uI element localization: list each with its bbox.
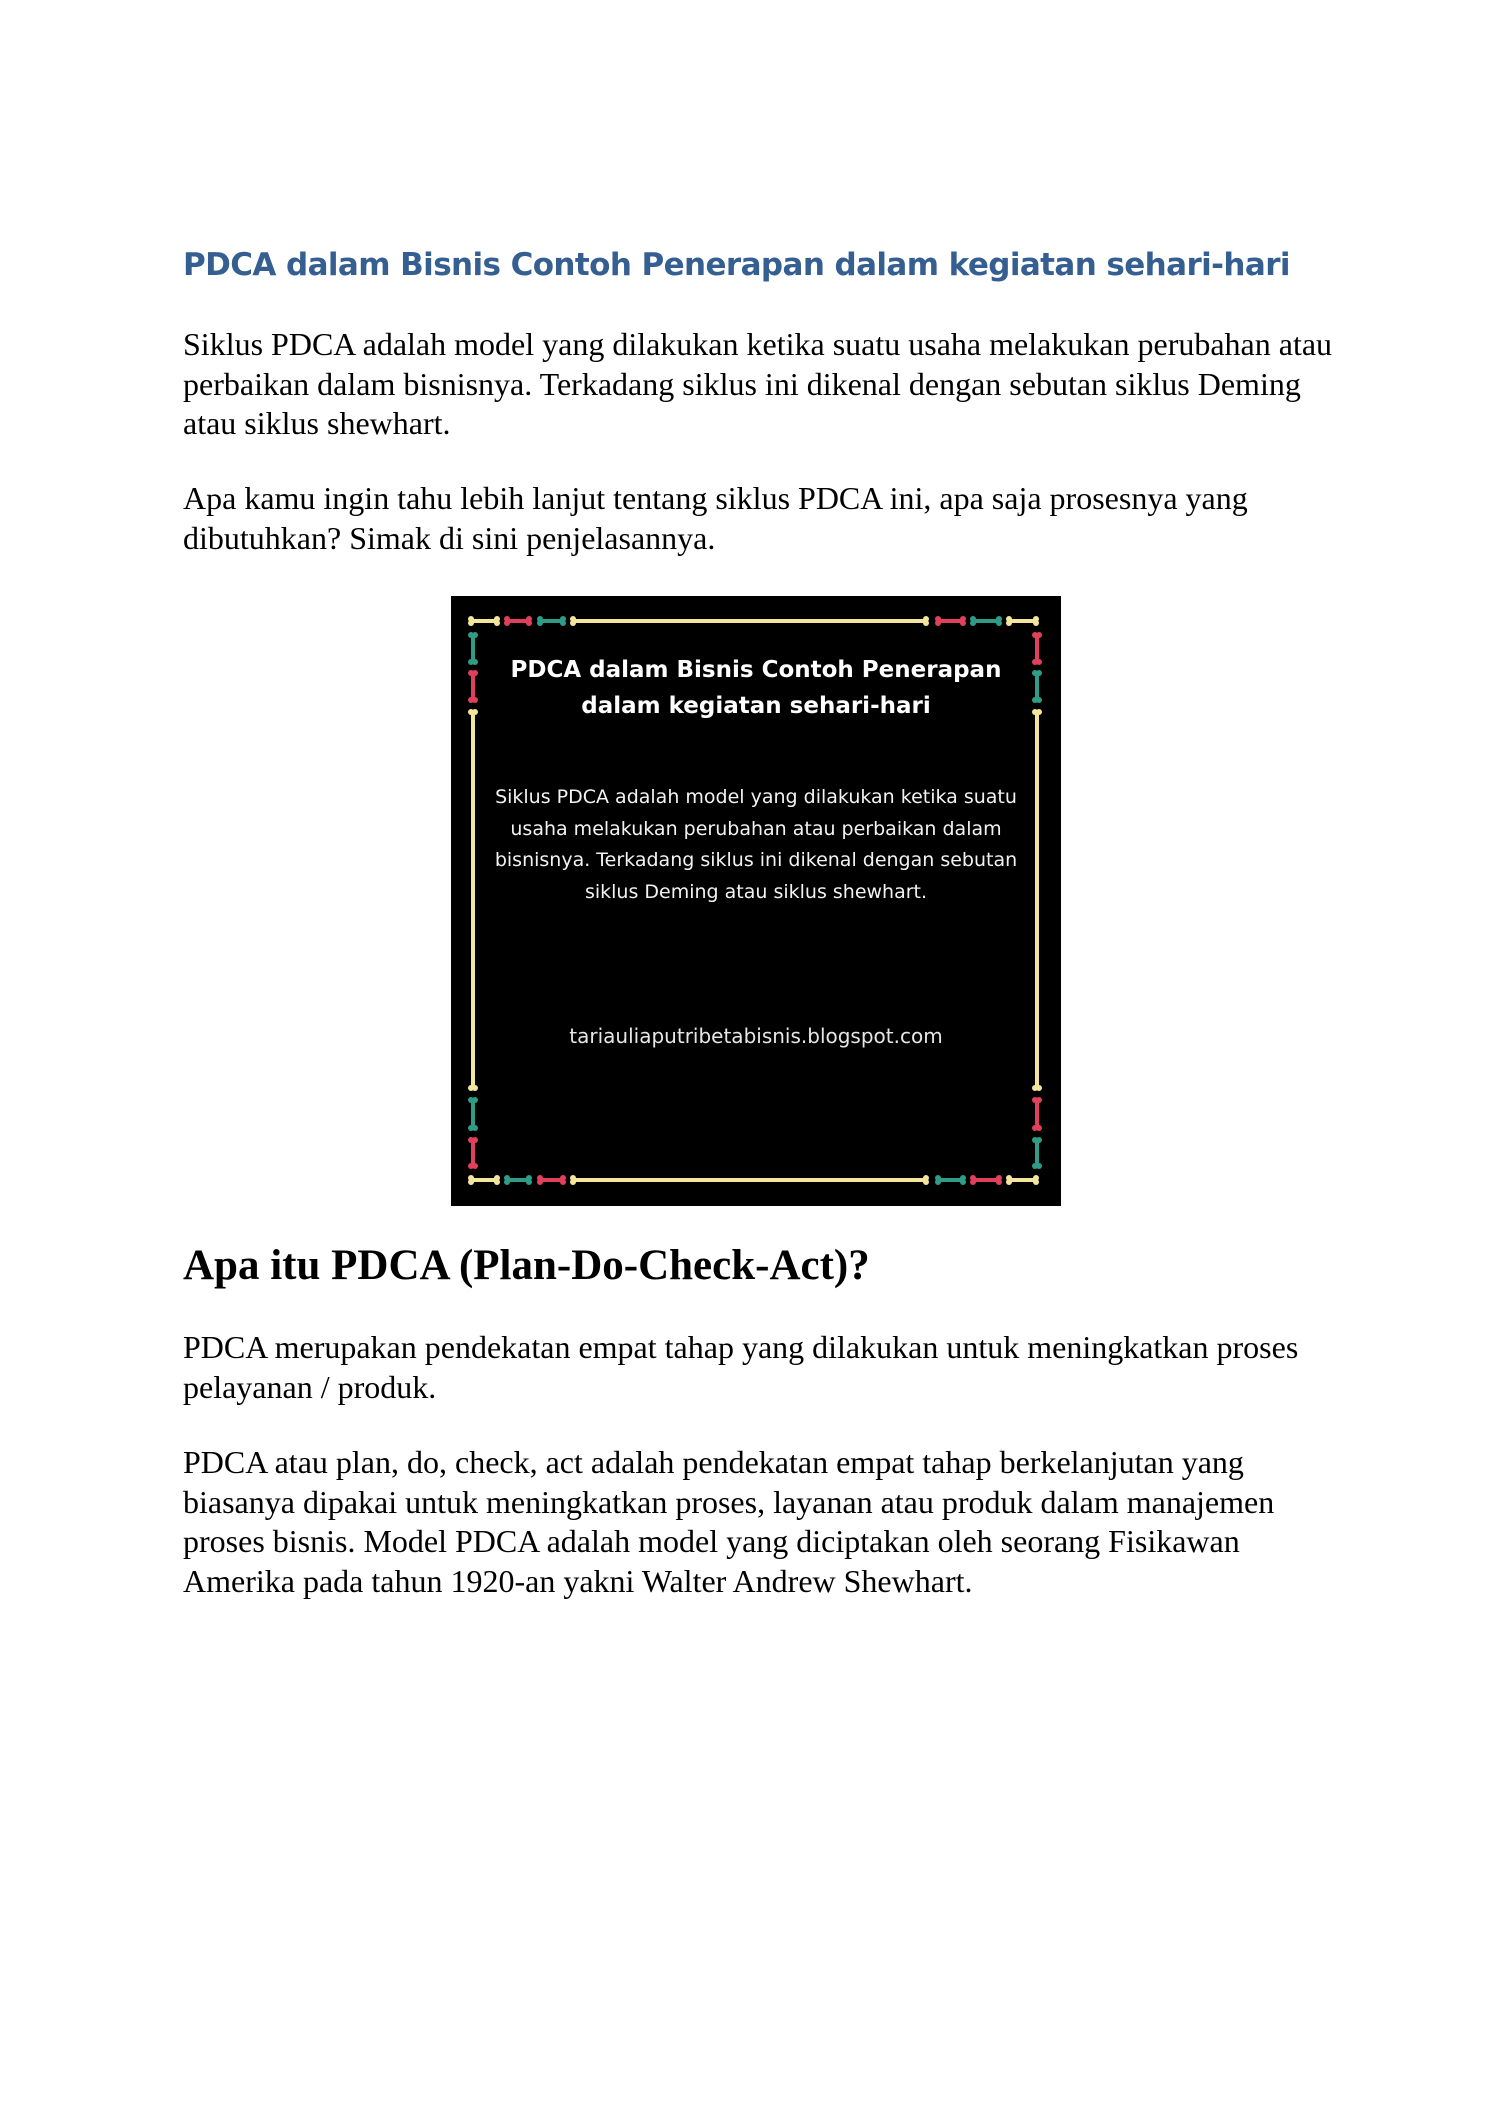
banner-title-line-2: dalam kegiatan sehari-hari bbox=[581, 693, 931, 719]
banner-url: tariauliaputribetabisnis.blogspot.com bbox=[569, 1024, 943, 1048]
intro-paragraph-2: Apa kamu ingin tahu lebih lanjut tentang siklus PDCA ini, apa saja prosesnya yang dibutuhkan? Simak di sini penjelasannya. bbox=[183, 480, 1248, 556]
document-title: PDCA dalam Bisnis Contoh Penerapan dalam kegiatan sehari-hari bbox=[183, 247, 1290, 283]
section-paragraph-2: PDCA atau plan, do, check, act adalah pendekatan empat tahap berkelanjutan yang biasanya dipakai untuk meningkatkan proses, layanan atau produk dalam manajemen proses bisnis. Model PDCA adalah model yang diciptakan oleh seorang Fisikawan Amerika pada tahun 1920-an yakni Walter Andrew Shewhart. bbox=[183, 1444, 1275, 1599]
section-paragraph-1: PDCA merupakan pendekatan empat tahap yang dilakukan untuk meningkatkan proses pelayanan / produk. bbox=[183, 1329, 1299, 1405]
banner-title-line-1: PDCA dalam Bisnis Contoh Penerapan bbox=[510, 657, 1002, 683]
intro-paragraph-1: Siklus PDCA adalah model yang dilakukan ketika suatu usaha melakukan perubahan atau perbaikan dalam bisnisnya. Terkadang siklus ini dikenal dengan sebutan siklus Deming atau siklus shewhart. bbox=[183, 326, 1333, 441]
pdca-banner-image bbox=[451, 596, 1061, 1206]
section-heading: Apa itu PDCA (Plan-Do-Check-Act)? bbox=[183, 1242, 870, 1289]
banner-body-text: Siklus PDCA adalah model yang dilakukan ketika suatu usaha melakukan perubahan atau perbaikan dalam bisnisnya. Terkadang siklus ini dikenal dengan sebutan siklus Deming atau siklus shewhart. bbox=[494, 786, 1018, 903]
banner-title bbox=[451, 652, 1061, 724]
